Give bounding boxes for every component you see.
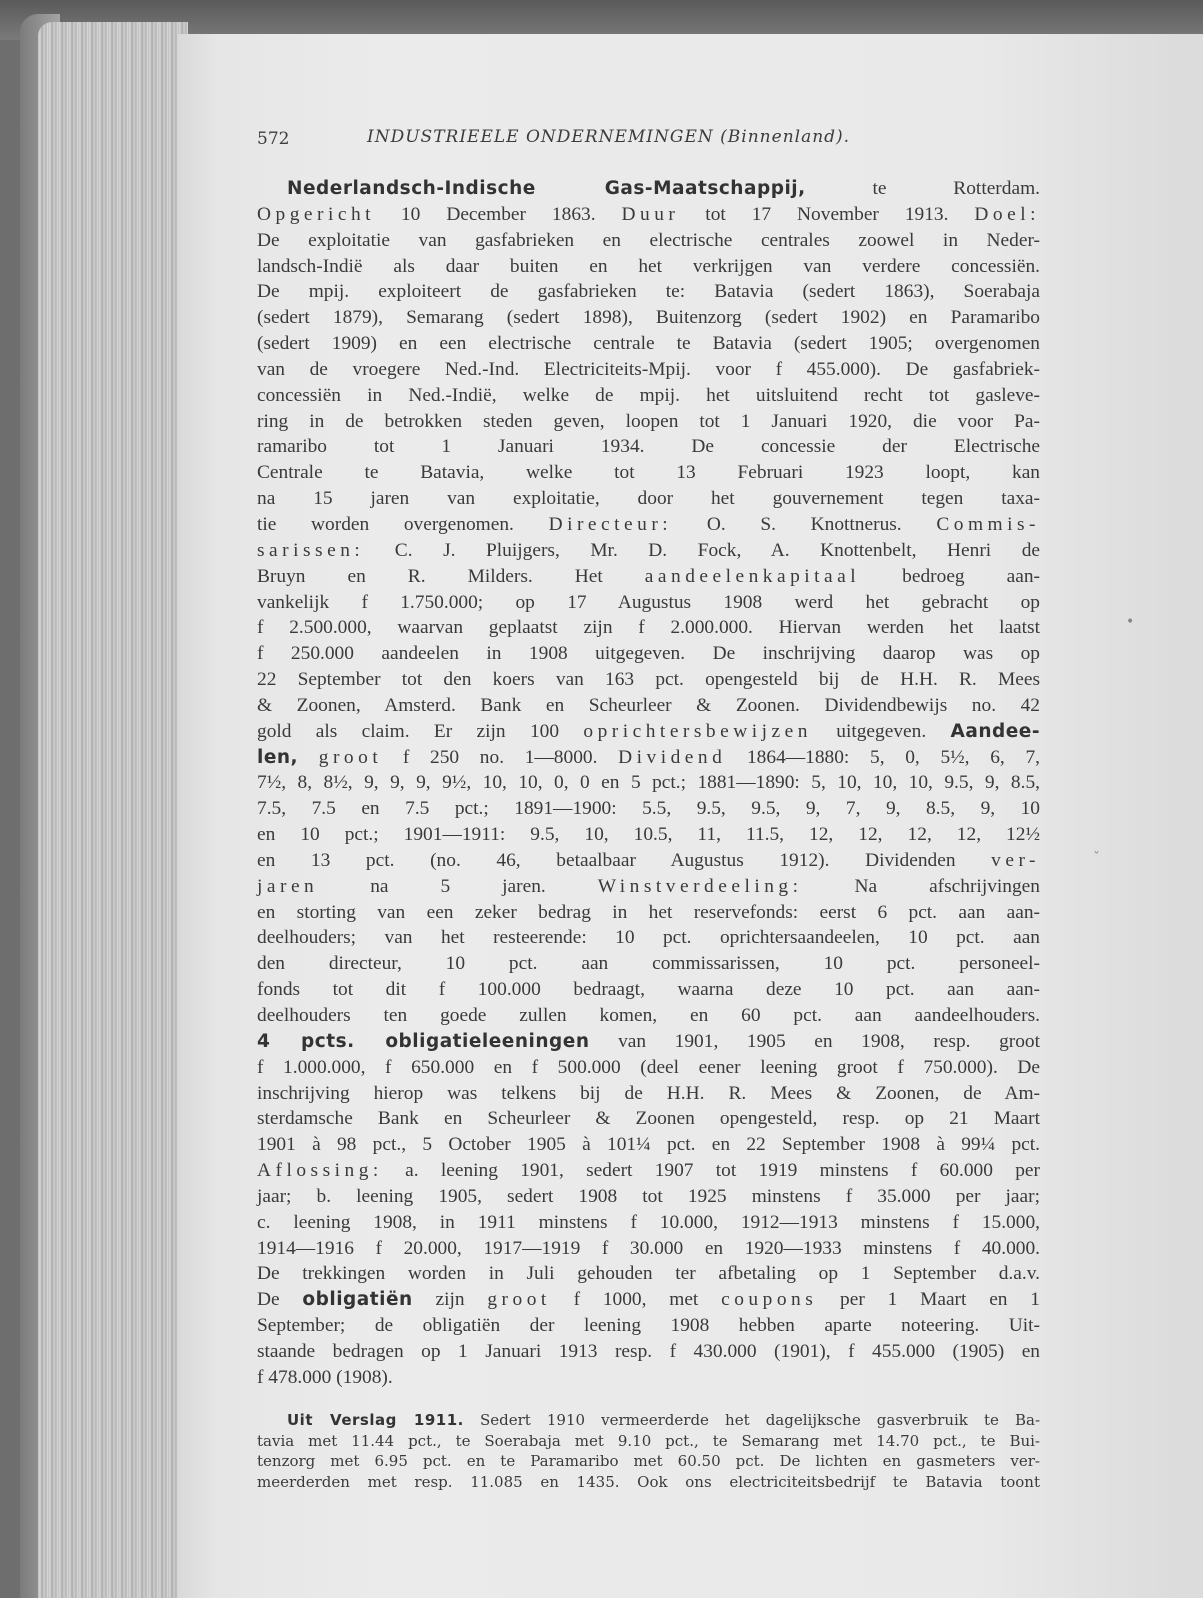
text-line xyxy=(257,667,1040,693)
text-run: zijn xyxy=(412,1289,488,1311)
text-run: na 5 jaren. xyxy=(318,875,598,897)
text-run: deelhouders ten goede zullen komen, en 60 pct. aan aandeelhouders. xyxy=(257,1005,1040,1026)
bold-heading: len, xyxy=(257,746,299,768)
book-page-edges xyxy=(38,22,188,1598)
text-line xyxy=(257,1261,1040,1287)
annual-report-excerpt xyxy=(257,1410,1040,1492)
bold-heading: 4 pcts. obligatieleeningen xyxy=(257,1030,590,1052)
text-line xyxy=(257,615,1040,641)
text-run xyxy=(298,747,319,768)
text-line xyxy=(257,1081,1040,1107)
text-line xyxy=(257,745,1040,771)
spaced-label: groot xyxy=(318,746,383,768)
bold-heading: Nederlandsch-Indische Gas-Maatschappij, xyxy=(287,178,806,199)
text-run: 1901 à 98 pct., 5 October 1905 à 101¼ pct. en 22 September 1908 à 99¼ pct. xyxy=(257,1134,1040,1156)
text-line xyxy=(257,1236,1040,1262)
text-line xyxy=(257,719,1040,745)
spaced-label: ver- xyxy=(991,849,1040,871)
text-run: ring in de betrokken steden geven, loopen tot 1 Januari 1920, die voor Pa- xyxy=(257,410,1040,432)
text-line xyxy=(257,1472,1040,1493)
text-line xyxy=(257,1055,1040,1081)
spaced-label: Commis- xyxy=(936,513,1041,535)
text-run: landsch-Indië als daar buiten en het verkrijgen van verdere concessiën. xyxy=(257,255,1040,277)
text-run: (sedert 1879), Semarang (sedert 1898), Buitenzorg (sedert 1902) en Paramaribo xyxy=(257,307,1040,329)
text-run: concessiën in Ned.-Indië, welke de mpij. het uitsluitend recht tot gasleve- xyxy=(257,384,1040,406)
text-run: (sedert 1909) en een electrische centrale te Batavia (sedert 1905; overgenomen xyxy=(257,333,1040,355)
text-line xyxy=(257,486,1040,512)
text-line xyxy=(257,1365,1040,1391)
text-run: van 1901, 1905 en 1908, resp. groot xyxy=(589,1030,1040,1052)
text-run: van de vroegere Ned.-Ind. Electriciteits-Mpij. voor f 455.000). De gasfabriek- xyxy=(257,358,1040,380)
text-run: en storting van een zeker bedrag in het reservefonds: eerst 6 pct. aan aan- xyxy=(257,901,1040,923)
text-line xyxy=(257,1313,1040,1339)
spaced-label: groot xyxy=(487,1289,551,1311)
text-line xyxy=(257,1003,1040,1029)
text-run: per 1 Maart en 1 xyxy=(817,1289,1040,1311)
text-line xyxy=(257,1431,1040,1452)
text-line xyxy=(257,254,1040,280)
text-line xyxy=(257,202,1040,228)
running-title: INDUSTRIEELE ONDERNEMINGEN (Binnenland). xyxy=(367,127,851,147)
text-run: De exploitatie van gasfabrieken en electrische centrales zoowel in Neder- xyxy=(257,229,1040,251)
text-run: Bruyn en R. Milders. Het xyxy=(257,565,645,587)
text-run: 22 September tot den koers van 163 pct. opengesteld bij de H.H. R. Mees xyxy=(257,669,1040,691)
spaced-label: jaren xyxy=(257,875,319,897)
text-line xyxy=(257,900,1040,926)
text-run: De trekkingen worden in Juli gehouden ter afbetaling op 1 September d.a.v. xyxy=(257,1263,1040,1285)
text-line xyxy=(257,1287,1040,1313)
spaced-label: coupons xyxy=(721,1289,818,1311)
text-run: f 478.000 (1908). xyxy=(257,1366,393,1388)
text-run: O. S. Knottnerus. xyxy=(672,513,937,535)
spaced-label: sarissen: xyxy=(257,539,365,561)
text-line xyxy=(257,770,1040,796)
spaced-label: Aflossing: xyxy=(257,1160,383,1182)
text-run: De mpij. exploiteert de gasfabrieken te: Batavia (sedert 1863), Soerabaja xyxy=(257,281,1040,303)
spaced-label: Winstverdeeling: xyxy=(597,875,803,897)
text-line xyxy=(257,1029,1040,1055)
text-run: tenzorg met 6.95 pct. en te Paramaribo met 60.50 pct. De lichten en gasmeters ver- xyxy=(257,1452,1040,1470)
text-line xyxy=(257,279,1040,305)
text-run: meerderden met resp. 11.085 en 1435. Ook ons electriciteitsbedrijf te Batavia toont xyxy=(257,1472,1040,1491)
text-run: & Zoonen, Amsterd. Bank en Scheurleer & Zoonen. Dividendbewijs no. 42 xyxy=(257,694,1040,716)
spaced-label: Doel: xyxy=(974,203,1040,225)
text-line xyxy=(257,305,1040,331)
text-run: jaar; b. leening 1905, sedert 1908 tot 1925 minstens f 35.000 per jaar; xyxy=(257,1185,1040,1207)
text-run: deelhouders; van het resteerende: 10 pct. oprichtersaandeelen, 10 pct. aan xyxy=(257,927,1040,949)
margin-mark: • xyxy=(1126,614,1135,630)
text-run: f 250.000 aandeelen in 1908 uitgegeven. De inschrijving daarop was op xyxy=(257,643,1040,665)
spaced-label: Duur xyxy=(621,203,680,225)
text-run: September; de obligatiën der leening 1908 hebben aparte noteering. Uit- xyxy=(257,1315,1040,1337)
text-run: sterdamsche Bank en Scheurleer & Zoonen opengesteld, resp. op 21 Maart xyxy=(257,1108,1040,1130)
text-line xyxy=(257,357,1040,383)
bold-heading: Aandee- xyxy=(950,720,1041,742)
text-run: Centrale te Batavia, welke tot 13 Februari 1923 loopt, kan xyxy=(257,462,1040,484)
text-line xyxy=(257,409,1040,435)
text-run: gold als claim. Er zijn 100 xyxy=(257,720,584,742)
margin-mark: ˯ xyxy=(1093,838,1100,854)
text-run: 1914—1916 f 20.000, 1917—1919 f 30.000 en 1920—1933 minstens f 40.000. xyxy=(257,1237,1040,1259)
text-line xyxy=(257,693,1040,719)
bold-heading: Uit Verslag 1911. xyxy=(287,1411,464,1429)
text-line xyxy=(257,641,1040,667)
text-line xyxy=(257,796,1040,822)
text-run: ramaribo tot 1 Januari 1934. De concessie der Electrische xyxy=(257,436,1040,458)
page-header xyxy=(257,127,1057,153)
text-line xyxy=(257,331,1040,357)
page-number: 572 xyxy=(257,129,290,149)
text-run: den directeur, 10 pct. aan commissarissen, 10 pct. personeel- xyxy=(257,953,1040,975)
text-line xyxy=(257,228,1040,254)
text-line xyxy=(257,383,1040,409)
text-line xyxy=(257,564,1040,590)
text-line xyxy=(257,1339,1040,1365)
text-run: C. J. Pluijgers, Mr. D. Fock, A. Knottenbelt, Henri de xyxy=(364,539,1040,561)
text-run: en 13 pct. (no. 46, betaalbaar Augustus 1912). Dividenden xyxy=(257,849,992,871)
text-run: f 1.000.000, f 650.000 en f 500.000 (deel eener leening groot f 750.000). De xyxy=(257,1056,1040,1078)
text-run: f 250 no. 1—8000. xyxy=(382,746,619,768)
text-run: 10 December 1863. xyxy=(375,203,622,225)
text-run: en 10 pct.; 1901—1911: 9.5, 10, 10.5, 11, 11.5, 12, 12, 12, 12, 12½ xyxy=(257,824,1040,846)
text-run: tavia met 11.44 pct., te Soerabaja met 9.10 pct., te Semarang met 14.70 pct., te Bui- xyxy=(257,1431,1040,1450)
text-run: uitgegeven. xyxy=(811,720,951,742)
text-line xyxy=(257,822,1040,848)
text-line xyxy=(257,1132,1040,1158)
bold-heading: obligatiën xyxy=(302,1289,413,1311)
text-run: f 1000, met xyxy=(550,1289,722,1311)
text-line xyxy=(257,590,1040,616)
text-line xyxy=(257,977,1040,1003)
spaced-label: Opgericht xyxy=(257,203,376,225)
text-run: 7.5, 7.5 en 7.5 pct.; 1891—1900: 5.5, 9.5, 9.5, 9, 7, 9, 8.5, 9, 10 xyxy=(257,798,1040,820)
text-run: Na afschrijvingen xyxy=(802,875,1040,897)
text-run: staande bedragen op 1 Januari 1913 resp. f 430.000 (1901), f 455.000 (1905) en xyxy=(257,1340,1040,1362)
text-line xyxy=(257,460,1040,486)
text-line xyxy=(257,1410,1040,1431)
text-line xyxy=(257,1158,1040,1184)
spaced-label: Directeur: xyxy=(548,513,673,535)
text-run: tot 17 November 1913. xyxy=(679,203,975,225)
text-line xyxy=(257,1184,1040,1210)
spaced-label: Dividend xyxy=(618,746,727,768)
text-line xyxy=(257,925,1040,951)
text-run: c. leening 1908, in 1911 minstens f 10.000, 1912—1913 minstens f 15.000, xyxy=(257,1211,1040,1233)
text-run: fonds tot dit f 100.000 bedraagt, waarna deze 10 pct. aan aan- xyxy=(257,979,1040,1001)
text-line xyxy=(257,1210,1040,1236)
text-run: vankelijk f 1.750.000; op 17 Augustus 1908 werd het gebracht op xyxy=(257,591,1040,613)
text-run: te Rotterdam. xyxy=(805,178,1040,199)
text-line xyxy=(257,848,1040,874)
company-entry xyxy=(257,176,1040,1391)
text-line xyxy=(257,874,1040,900)
text-run: tie worden overgenomen. xyxy=(257,513,549,535)
text-run: Sedert 1910 vermeerderde het dagelijksche gasverbruik te Ba- xyxy=(463,1411,1041,1429)
text-run: bedroeg aan- xyxy=(860,565,1041,587)
text-run: inschrijving hierop was telkens bij de H.H. R. Mees & Zoonen, de Am- xyxy=(257,1082,1040,1104)
text-line xyxy=(257,951,1040,977)
text-line xyxy=(257,512,1040,538)
text-run: a. leening 1901, sedert 1907 tot 1919 minstens f 60.000 per xyxy=(382,1160,1040,1182)
spaced-label: oprichtersbewijzen xyxy=(583,720,812,742)
text-line xyxy=(257,1451,1040,1472)
text-run: 1864—1880: 5, 0, 5½, 6, 7, xyxy=(726,746,1040,768)
text-line xyxy=(257,1106,1040,1132)
text-run: f 2.500.000, waarvan geplaatst zijn f 2.000.000. Hiervan werden het laatst xyxy=(257,617,1040,639)
spaced-label: aandeelenkapitaal xyxy=(644,565,861,587)
text-run: 7½, 8, 8½, 9, 9, 9, 9½, 10, 10, 0, 0 en 5 pct.; 1881—1890: 5, 10, 10, 10, 9.5, 9, 8.5, xyxy=(257,772,1040,794)
text-line xyxy=(257,538,1040,564)
text-run: na 15 jaren van exploitatie, door het gouvernement tegen taxa- xyxy=(257,488,1040,510)
text-line xyxy=(257,176,1040,202)
text-run: De xyxy=(257,1289,303,1311)
text-line xyxy=(257,434,1040,460)
